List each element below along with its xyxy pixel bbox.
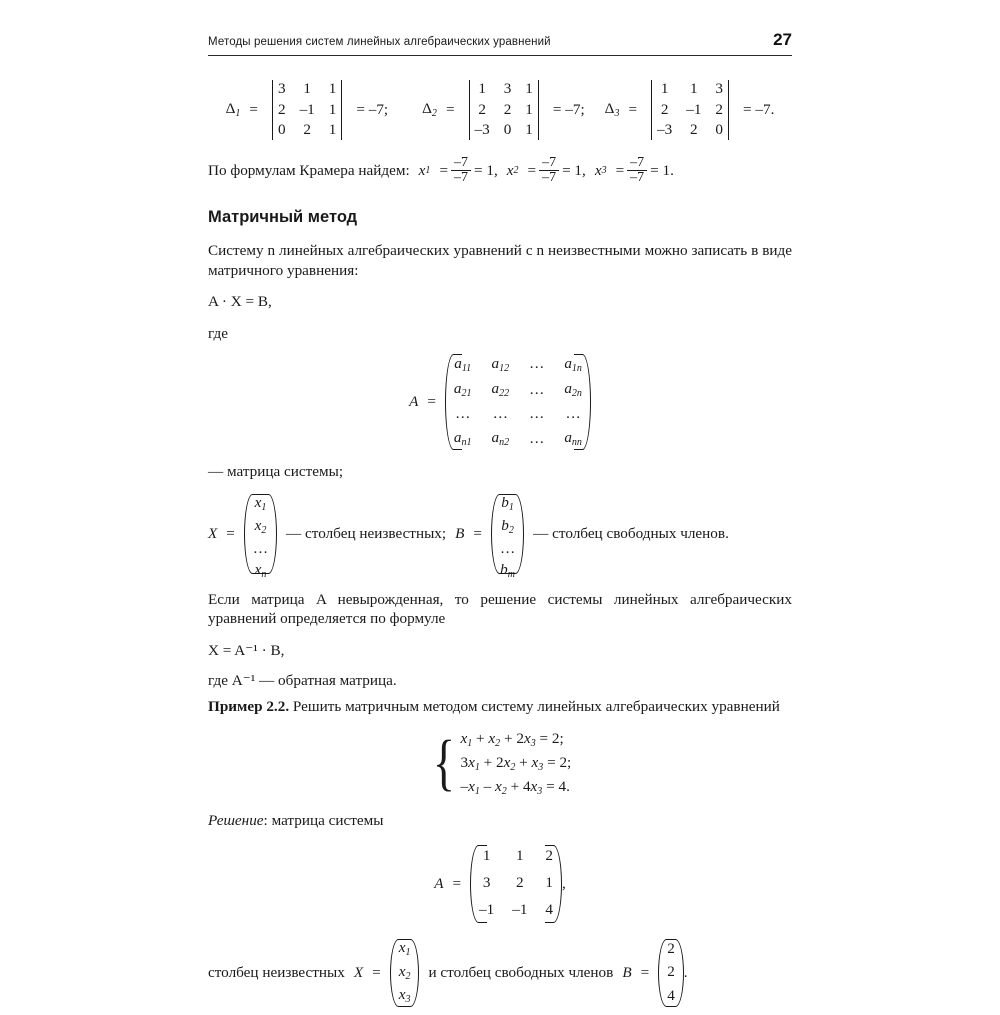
cell: 0 (715, 121, 724, 139)
vectors-row (208, 493, 792, 581)
matrix-A-name: A (409, 392, 419, 410)
cell: 2 (667, 939, 675, 957)
vector-X (208, 493, 277, 581)
solution-label: Решение (208, 811, 264, 829)
example-matrix-A-name: A (434, 874, 444, 892)
cell: 1 (525, 100, 533, 118)
vector-B-name: B (455, 524, 465, 542)
cell: 1 (545, 874, 554, 892)
cell: $a_{2n}$ (564, 380, 582, 399)
cell: 4 (545, 901, 554, 919)
paren-left-icon (244, 494, 253, 574)
closing-middle: и столбец свободных членов (428, 963, 614, 981)
cell: 1 (482, 847, 491, 865)
cell: –1 (479, 901, 495, 919)
cell: … (565, 405, 581, 423)
cell: … (499, 539, 516, 557)
paren-left-icon (390, 939, 399, 1007)
page-content (208, 30, 792, 1015)
vector-X-equals: = (226, 524, 235, 542)
closing-vector-B: B = 2 2 4 . (622, 939, 687, 1007)
example-closing-line (208, 939, 792, 1007)
delta-1-equals: = (249, 100, 258, 118)
cell: $b_m$ (500, 561, 515, 581)
example-matrix-A-trailing: , (562, 874, 566, 892)
delta-2-label: $\Delta_2$ (422, 100, 437, 120)
fraction: $\frac{-7}{-7}$ (451, 156, 471, 186)
cell: … (529, 405, 545, 423)
cell: $a_{n1}$ (453, 429, 472, 449)
cell: –1 (512, 901, 528, 919)
running-head-title: Методы решения систем линейных алгебраических уравнений (208, 36, 551, 48)
cell: 1 (525, 80, 533, 97)
delta-1-value: = –7; (356, 100, 389, 118)
paren-left-icon (470, 845, 479, 923)
paren-right-icon (675, 939, 684, 1007)
cramer-lead: По формулам Крамера найдем: (208, 161, 410, 179)
delta-1-matrix (267, 80, 347, 140)
matrix-A-equals: = (427, 392, 436, 410)
cell: $x_1$ (398, 938, 411, 958)
cell: –3 (657, 121, 673, 139)
cell: 1 (328, 80, 337, 97)
cell: $x_n$ (254, 561, 267, 581)
paren-left-icon (445, 354, 454, 450)
determinant-delta-2 (422, 80, 585, 140)
cell: … (492, 405, 508, 423)
paren-right-icon (268, 494, 277, 574)
cell: $x_2$ (254, 516, 267, 536)
cell: –1 (299, 100, 315, 118)
cell: $b_2$ (501, 516, 514, 536)
cell: 2 (478, 100, 486, 118)
paren-left-icon (658, 939, 667, 1007)
cell: $a_{12}$ (491, 354, 510, 374)
inverse-note: где A⁻¹ — обратная матрица. (208, 671, 397, 689)
delta-2-value: = –7; (552, 100, 585, 118)
delta-3-label: $\Delta_3$ (604, 100, 620, 120)
cramer-x1: x 1 = $\frac{-7}{-7}$ = 1, (418, 154, 498, 186)
cell: 1 (525, 121, 533, 139)
section-intro: Систему n линейных алгебраических уравнений с n неизвестными можно записать в виде матричного уравнения: (208, 241, 792, 279)
cell: 0 (503, 121, 512, 139)
cell: 1 (660, 80, 669, 97)
delta-3-equals: = (628, 100, 638, 118)
cramer-x3: x 3 = $\frac{-7}{-7}$ = 1. (594, 154, 674, 186)
cell: –1 (686, 100, 702, 118)
solution-intro-line (208, 811, 792, 831)
cell: 3 (715, 80, 724, 97)
delta-2-equals: = (445, 100, 455, 118)
cell: 3 (277, 80, 286, 97)
cell: 3 (482, 874, 491, 892)
closing-vector-X: X = $x_1$ $x_2$ $x_3$ (354, 939, 420, 1007)
section-heading: Матричный метод (208, 207, 358, 226)
cell: 3 (503, 80, 512, 97)
vector-B-equals: = (473, 524, 482, 542)
cell: 2 (715, 100, 724, 118)
cell: 0 (277, 121, 286, 139)
matrix-equation: A · X = B, (208, 293, 272, 311)
closing-B-name: B (622, 963, 632, 981)
cell: … (529, 380, 545, 398)
cell: 2 (503, 100, 512, 118)
determinants-row (208, 80, 792, 140)
paren-right-icon (515, 494, 524, 574)
cell: $x_1$ (254, 493, 267, 513)
system-equation: $x_1 + x_2 + 2x_3 = 2$; (460, 730, 564, 750)
cell: 2 (516, 874, 524, 892)
example-matrix-A (208, 845, 792, 923)
fraction: $\frac{-7}{-7}$ (627, 156, 647, 186)
vector-X-name: X (208, 524, 218, 542)
delta-3-matrix (646, 80, 734, 140)
cell: 1 (516, 847, 524, 865)
cell: $a_{nn}$ (564, 429, 582, 449)
cell: –3 (474, 121, 490, 139)
cramer-x2: x 2 = $\frac{-7}{-7}$ = 1, (506, 154, 586, 186)
cell: $a_{21}$ (453, 380, 472, 399)
cell: $a_{1n}$ (564, 354, 582, 374)
where-label: где (208, 325, 228, 343)
closing-X-name: X (353, 963, 364, 981)
cell: $b_1$ (501, 493, 514, 513)
cell: 2 (690, 121, 698, 139)
cell: … (529, 430, 545, 448)
cell: … (529, 355, 545, 373)
vector-B-caption: — столбец свободных членов. (533, 524, 729, 542)
running-head (208, 30, 792, 56)
delta-1-label: $\Delta_1$ (225, 100, 241, 120)
nonsingular-text: Если матрица A невырожденная, то решение системы линейных алгебраических уравнений определяется по формуле (208, 590, 792, 628)
cell: 2 (277, 100, 286, 118)
closing-suffix: . (683, 963, 688, 981)
cramer-line (208, 156, 792, 186)
cell: $a_{n2}$ (491, 429, 510, 449)
solution-formula: X = A⁻¹ · B, (208, 642, 285, 660)
cell: $x_2$ (398, 962, 411, 982)
closing-prefix: столбец неизвестных (208, 963, 345, 981)
paren-left-icon (491, 494, 500, 574)
cell: 1 (328, 100, 337, 118)
cell: 1 (478, 80, 486, 97)
vector-X-caption: — столбец неизвестных; (286, 524, 447, 542)
cell: 2 (545, 847, 554, 865)
example-system (208, 730, 792, 796)
cell: $a_{11}$ (454, 354, 472, 374)
matrix-A-caption: — матрица системы; (208, 462, 344, 480)
fraction: $\frac{-7}{-7}$ (539, 156, 559, 186)
determinant-delta-3 (605, 80, 775, 140)
solution-intro: : матрица системы (263, 811, 384, 829)
paren-right-icon (410, 939, 419, 1007)
cell: 4 (667, 987, 675, 1005)
cell: $x_3$ (398, 986, 411, 1006)
system-equation: $3x_1 + 2x_2 + x_3 = 2$; (460, 754, 572, 774)
brace-icon: { (432, 728, 455, 797)
matrix-A-general (208, 354, 792, 450)
paren-right-icon (582, 354, 591, 450)
example-label: Пример 2.2. (208, 697, 290, 715)
cell: … (252, 539, 269, 557)
delta-2-matrix (464, 80, 544, 140)
cell: 1 (303, 80, 311, 97)
example-paragraph (208, 697, 792, 717)
cell: 1 (690, 80, 698, 97)
system-equation: $-x_1 - x_2 + 4x_3 = 4$. (460, 778, 570, 797)
determinant-delta-1 (226, 80, 389, 140)
paren-right-icon (553, 845, 562, 923)
cell: 1 (328, 121, 337, 139)
cell: 2 (667, 963, 675, 981)
cell: 2 (303, 121, 311, 139)
cell: 2 (660, 100, 669, 118)
cell: … (455, 405, 471, 423)
example-matrix-A-equals: = (452, 874, 462, 892)
cell: $a_{22}$ (491, 380, 510, 399)
vector-B (455, 493, 524, 581)
delta-3-value: = –7. (743, 100, 775, 118)
example-text: Решить матричным методом систему линейных алгебраических уравнений (292, 697, 780, 715)
page-number: 27 (773, 30, 792, 49)
